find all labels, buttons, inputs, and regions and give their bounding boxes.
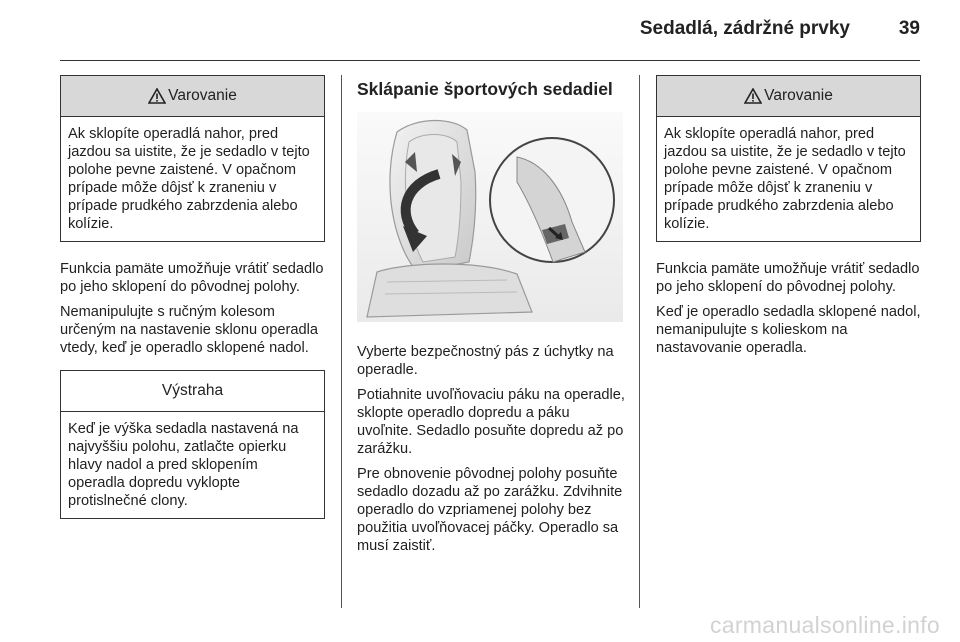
middle-column (357, 75, 625, 562)
warning-triangle-icon (148, 88, 166, 104)
column-divider-right (639, 75, 640, 608)
paragraph-adjust-wheel: Keď je operadlo sedadla sklopené nadol, nemanipulujte s kolieskom na nastavovanie operadla. (656, 304, 921, 356)
caution-box-text: Keď je výška sedadla nastavená na najvyššiu polohu, zatlačte opierku hlavy nadol a pred sklopením operadla dopredu vyklopte protislnečné clony. (68, 421, 299, 509)
seat-fold-illustration (357, 112, 623, 322)
paragraph-handwheel: Nemanipulujte s ručným kolesom určeným na nastavenie sklonu operadla vtedy, keď je operadlo sklopené nadol. (60, 304, 318, 356)
warning-box-text: Ak sklopíte operadlá nahor, pred jazdou sa uistite, že je sedadlo v tejto polohe pevne zaistené. V opačnom prípade môže dôjsť k zraneniu v prípade prudkého zabrzdenia alebo kolízie. (68, 126, 310, 232)
paragraph-memory-function: Funkcia pamäte umožňuje vrátiť sedadlo po jeho sklopení do pôvodnej polohy. (60, 261, 324, 295)
page-header-title: Sedadlá, zádržné prvky (639, 18, 850, 39)
column-divider-left (341, 75, 342, 608)
caution-box-header (61, 371, 324, 412)
paragraph-restore: Pre obnovenie pôvodnej polohy posuňte sedadlo dozadu až po zarážku. Zdvihnite operadlo do vzpriamenej polohy bez použitia uvoľňovacej páčky. Operadlo sa musí zaistiť. (357, 466, 623, 554)
paragraph-belt: Vyberte bezpečnostný pás z úchytky na operadle. (357, 344, 614, 378)
left-column (60, 75, 325, 531)
right-column (656, 75, 921, 364)
paragraph-release-lever: Potiahnite uvoľňovaciu páku na operadle, sklopte operadlo dopredu a páku uvoľnite. Sedadlo posuňte dopredu až po zarážku. (357, 387, 625, 457)
warning-box-header (657, 76, 920, 117)
warning-box-title: Varovanie (168, 87, 237, 104)
caution-box (60, 370, 325, 519)
warning-box (656, 75, 921, 242)
caution-box-title: Výstraha (161, 382, 224, 399)
watermark-text: carmanualsonline.info (709, 612, 940, 638)
warning-box-text: Ak sklopíte operadlá nahor, pred jazdou sa uistite, že je sedadlo v tejto polohe pevne zaistené. V opačnom prípade môže dôjsť k zraneniu v prípade prudkého zabrzdenia alebo kolízie. (664, 126, 906, 232)
warning-box-title: Varovanie (764, 87, 833, 104)
section-title: Sklápanie športových sedadiel (357, 79, 613, 99)
warning-box (60, 75, 325, 242)
paragraph-memory-function: Funkcia pamäte umožňuje vrátiť sedadlo po jeho sklopení do pôvodnej polohy. (656, 261, 920, 295)
page-number: 39 (898, 18, 920, 39)
warning-box-header (61, 76, 324, 117)
warning-triangle-icon (744, 88, 762, 104)
header-rule (60, 60, 920, 61)
